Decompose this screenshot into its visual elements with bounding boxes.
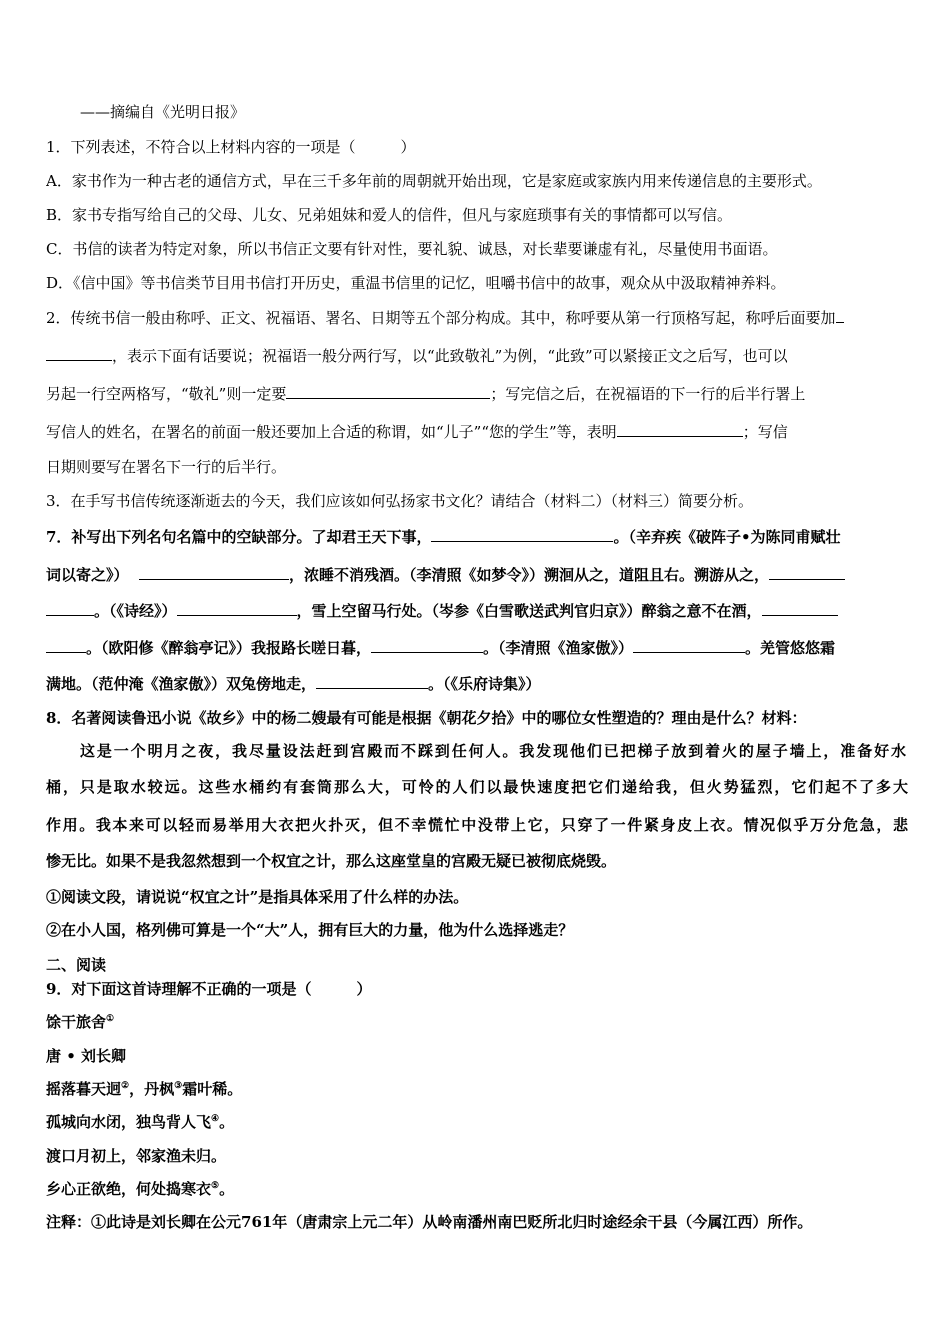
verse-text: ，丹枫: [129, 1080, 175, 1098]
answer-blank[interactable]: [139, 564, 289, 580]
answer-blank[interactable]: [769, 564, 845, 580]
poem-verse-3: 渡口月初上，邻家渔未归。: [46, 1147, 227, 1165]
question-2-line-2: [46, 345, 908, 366]
question-7-line-4: [46, 637, 908, 658]
footnote-mark: ⑤: [211, 1181, 220, 1191]
answer-blank[interactable]: [46, 600, 94, 616]
question-7-text: 。（《乐府诗集》）: [428, 675, 541, 693]
footnote-mark: ①: [106, 1014, 115, 1024]
answer-blank[interactable]: [371, 637, 483, 653]
answer-blank[interactable]: [431, 526, 613, 542]
question-2-line-3: [46, 383, 908, 404]
poem-verse-1: [46, 1079, 908, 1099]
poem-title: [46, 1012, 908, 1032]
question-7-text: 。（《诗经》）: [94, 602, 177, 620]
answer-blank[interactable]: [46, 637, 86, 653]
question-8-sub-1: ①阅读文段，请说说“权宜之计”是指具体采用了什么样的办法。: [46, 888, 469, 906]
answer-blank[interactable]: [836, 307, 844, 323]
question-7-text: 。（欧阳修《醉翁亭记》）我报路长嗟日暮，: [86, 639, 372, 657]
question-7-text: 满地。（范仲淹《渔家傲》）双兔傍地走，: [46, 675, 317, 693]
poem-title-text: 馀干旅舍: [46, 1013, 107, 1031]
question-8-passage: 作用。我本来可以轻而易举用大衣把火扑灭，但不幸慌忙中没带上它，只穿了一件紧身皮上衣。情况似乎万分危急，悲: [46, 816, 908, 834]
footnote-mark: ②: [121, 1081, 130, 1091]
question-1-option-a: A．家书作为一种古老的通信方式，早在三千多年前的周朝就开始出现，它是家庭或家族内用来传递信息的主要形式。: [46, 172, 822, 190]
question-7-text: 词以寄之》）: [46, 566, 129, 584]
question-1-stem: 1．下列表述，不符合以上材料内容的一项是（ ）: [46, 138, 416, 156]
question-2-text: 2．传统书信一般由称呼、正文、祝福语、署名、日期等五个部分构成。其中，称呼要从第一行顶格写起，称呼后面要加: [46, 309, 836, 327]
footnote-mark: ③: [174, 1081, 183, 1091]
question-8-passage: 桶，只是取水较远。这些水桶约有套筒那么大，可怜的人们以最快速度把它们递给我，但火势猛烈，它们起不了多大: [46, 778, 908, 796]
question-1-option-d: D．《信中国》等书信类节目用书信打开历史，重温书信里的记忆，咀嚼书信中的故事，观众从中汲取精神养料。: [46, 274, 786, 292]
answer-blank[interactable]: [46, 345, 112, 361]
answer-blank[interactable]: [617, 421, 743, 437]
answer-blank[interactable]: [633, 637, 745, 653]
question-2-line-1: [46, 307, 908, 328]
question-2-text: ；写信: [742, 423, 788, 441]
answer-blank[interactable]: [762, 600, 838, 616]
question-2-text: 写信人的姓名，在署名的前面一般还要加上合适的称谓，如“儿子”“您的学生”等，表明: [46, 423, 617, 441]
poem-author: 唐 • 刘长卿: [46, 1047, 127, 1065]
question-2-text: 另起一行空两格写，“敬礼”则一定要: [46, 385, 287, 403]
question-2-text: ，表示下面有话要说；祝福语一般分两行写，以“此致敬礼”为例，“此致”可以紧接正文之后写，也可以: [112, 347, 788, 365]
poem-verse-2: 孤城向水闭，独鸟背人飞④。: [46, 1113, 235, 1131]
question-8-passage: 惨无比。如果不是我忽然想到一个权宜之计，那么这座堂皇的宫殿无疑已被彻底烧毁。: [46, 852, 617, 870]
verse-text: 摇落暮天迥: [46, 1080, 122, 1098]
question-1-option-c: C．书信的读者为特定对象，所以书信正文要有针对性，要礼貌、诚恳，对长辈要谦虚有礼，尽量使用书面语。: [46, 240, 778, 258]
question-2-line-4: [46, 421, 908, 442]
poem-note: 注释：①此诗是刘长卿在公元761年（唐肃宗上元二年）从岭南潘州南巴贬所北归时途经余干县（今属江西）所作。: [46, 1213, 813, 1231]
answer-blank[interactable]: [316, 673, 428, 689]
question-7-text: 。（辛弃疾《破阵子•为陈同甫赋壮: [613, 528, 841, 546]
footnote-mark: ④: [211, 1114, 220, 1124]
question-7-line-5: [46, 673, 908, 694]
question-7-text: 。（李清照《渔家傲》）: [483, 639, 634, 657]
question-1-option-b: B．家书专指写给自己的父母、儿女、兄弟姐妹和爱人的信件，但凡与家庭琐事有关的事情都可以写信。: [46, 206, 733, 224]
question-7-text: 。羌管悠悠霜: [745, 639, 836, 657]
answer-blank[interactable]: [286, 383, 490, 399]
question-2-line-5: 日期则要写在署名下一行的后半行。: [46, 458, 287, 476]
verse-text: 霜叶稀。: [182, 1080, 243, 1098]
answer-blank[interactable]: [177, 600, 297, 616]
question-8-stem: 8．名著阅读鲁迅小说《故乡》中的杨二嫂最有可能是根据《朝花夕拾》中的哪位女性塑造的？理由是什么？材料：: [46, 709, 807, 727]
question-7-line-3: [46, 600, 908, 621]
question-7-text: ，雪上空留马行处。（岑参《白雪歌送武判官归京》）醉翁之意不在酒，: [296, 602, 762, 620]
section-heading: 二、阅读: [46, 956, 107, 974]
question-7-text: ，浓睡不消残酒。（李清照《如梦令》）溯洄从之，道阻且右。溯游从之，: [288, 566, 769, 584]
question-2-text: ；写完信之后，在祝福语的下一行的后半行署上: [490, 385, 806, 403]
question-7-text: 7．补写出下列名句名篇中的空缺部分。了却君王天下事，: [46, 528, 432, 546]
verse-text: 乡心正欲绝，何处捣寒衣: [46, 1180, 212, 1198]
question-7-line-1: [46, 526, 908, 547]
question-8-sub-2: ②在小人国，格列佛可算是一个“大”人，拥有巨大的力量，他为什么选择逃走？: [46, 921, 574, 939]
poem-verse-4: 乡心正欲绝，何处捣寒衣⑤。: [46, 1180, 235, 1198]
question-9-stem: 9．对下面这首诗理解不正确的一项是（ ）: [46, 980, 372, 998]
source-citation: ——摘编自《光明日报》: [80, 103, 246, 121]
question-7-line-2: [46, 564, 908, 585]
verse-text: 孤城向水闭，独鸟背人飞: [46, 1113, 212, 1131]
question-3: 3．在手写书信传统逐渐逝去的今天，我们应该如何弘扬家书文化？请结合（材料二）（材料三）简要分析。: [46, 492, 754, 510]
question-8-passage: 这是一个明月之夜，我尽量设法赶到宫殿而不踩到任何人。我发现他们已把梯子放到着火的屋子墙上，准备好水: [80, 742, 906, 760]
